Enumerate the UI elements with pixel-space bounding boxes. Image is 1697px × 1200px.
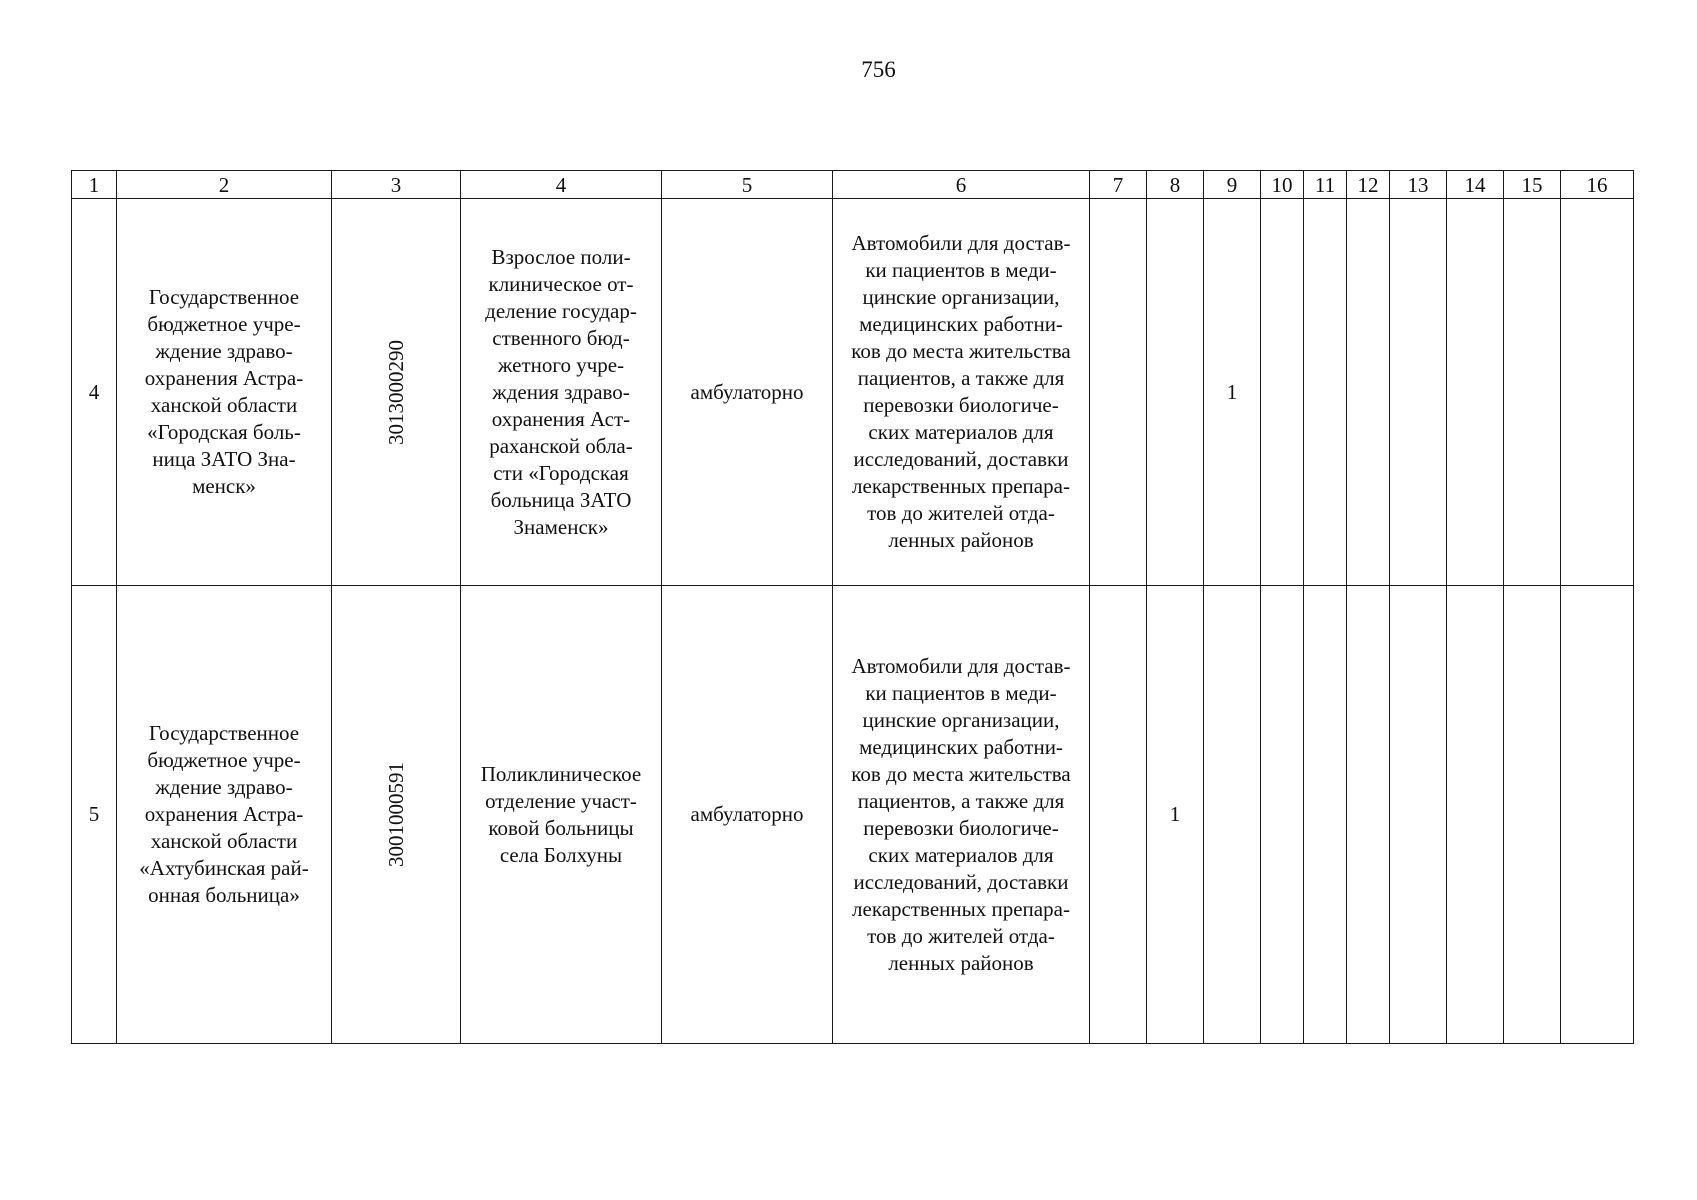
- page-number: 756: [861, 57, 896, 82]
- institution-name-cell: [117, 199, 332, 586]
- department-cell: [461, 586, 662, 1044]
- institution-code: 3013000290: [383, 339, 408, 445]
- column-header: 11: [1304, 171, 1347, 199]
- row-number-cell: 5: [72, 586, 117, 1044]
- value-cell: [1447, 586, 1504, 1044]
- vehicle-purpose-cell: [833, 586, 1090, 1044]
- column-header: 6: [833, 171, 1090, 199]
- department-cell: [461, 199, 662, 586]
- column-header: 3: [332, 171, 461, 199]
- institution-name-cell: [117, 586, 332, 1044]
- column-header: 15: [1504, 171, 1561, 199]
- value-cell: [1347, 586, 1390, 1044]
- column-header: 16: [1561, 171, 1634, 199]
- row-number-cell: 4: [72, 199, 117, 586]
- value-cell: [1261, 586, 1304, 1044]
- value-cell: [1561, 586, 1634, 1044]
- value-cell: [1504, 586, 1561, 1044]
- care-type-cell: амбулаторно: [662, 586, 833, 1044]
- institution-name: Государственное бюджетное учре- ждение здраво- охранения Астра- ханской области «Городская боль- ница ЗАТО Зна- менск»: [144, 285, 304, 498]
- value-cell: [1090, 586, 1147, 1044]
- column-header: 8: [1147, 171, 1204, 199]
- value-cell: [1447, 199, 1504, 586]
- value-cell: [1147, 199, 1204, 586]
- table-row: [72, 586, 1634, 1044]
- institution-name: Государственное бюджетное учре- ждение здраво- охранения Астра- ханской области «Ахтубинская рай- онная больница»: [139, 721, 309, 907]
- data-table: [71, 170, 1634, 1044]
- value-cell: [1304, 199, 1347, 586]
- table-header-row: [72, 171, 1634, 199]
- column-header: 7: [1090, 171, 1147, 199]
- department-name: Поликлиническое отделение участ- ковой больницы села Болхуны: [480, 761, 642, 867]
- table-row: [72, 199, 1634, 586]
- code-cell: [332, 199, 461, 586]
- value-cell: [1390, 586, 1447, 1044]
- value-cell: 1: [1147, 586, 1204, 1044]
- value-cell: [1561, 199, 1634, 586]
- column-header: 9: [1204, 171, 1261, 199]
- column-header: 4: [461, 171, 662, 199]
- column-header: 2: [117, 171, 332, 199]
- value-cell: [1347, 199, 1390, 586]
- column-header: 5: [662, 171, 833, 199]
- column-header: 10: [1261, 171, 1304, 199]
- value-cell: [1304, 586, 1347, 1044]
- vehicle-purpose: Автомобили для достав- ки пациентов в меди- цинские организации, медицинских работни- ков до места жительства пациентов, а также для перевозки биологиче- ских материалов для исследований, доставки лекарственных препара- тов до жителей отда- ленных районов: [851, 653, 1071, 975]
- value-cell: [1504, 199, 1561, 586]
- vehicle-purpose: Автомобили для достав- ки пациентов в меди- цинские организации, медицинских работни- ков до места жительства пациентов, а также для перевозки биологиче- ских материалов для исследований, доставки лекарственных препара- тов до жителей отда- ленных районов: [851, 231, 1071, 552]
- value-cell: [1090, 199, 1147, 586]
- column-header: 1: [72, 171, 117, 199]
- value-cell: [1390, 199, 1447, 586]
- value-cell: [1204, 586, 1261, 1044]
- institution-code: 3001000591: [383, 762, 408, 867]
- column-header: 14: [1447, 171, 1504, 199]
- column-header: 12: [1347, 171, 1390, 199]
- column-header: 13: [1390, 171, 1447, 199]
- value-cell: [1261, 199, 1304, 586]
- code-cell: [332, 586, 461, 1044]
- vehicle-purpose-cell: [833, 199, 1090, 586]
- department-name: Взрослое поли- клиническое от- деление государ- ственного бюд- жетного учре- ждения здраво- охранения Аст- раханской обла- сти «Городская больница ЗАТО Знаменск»: [485, 244, 637, 539]
- care-type-cell: амбулаторно: [662, 199, 833, 586]
- value-cell: 1: [1204, 199, 1261, 586]
